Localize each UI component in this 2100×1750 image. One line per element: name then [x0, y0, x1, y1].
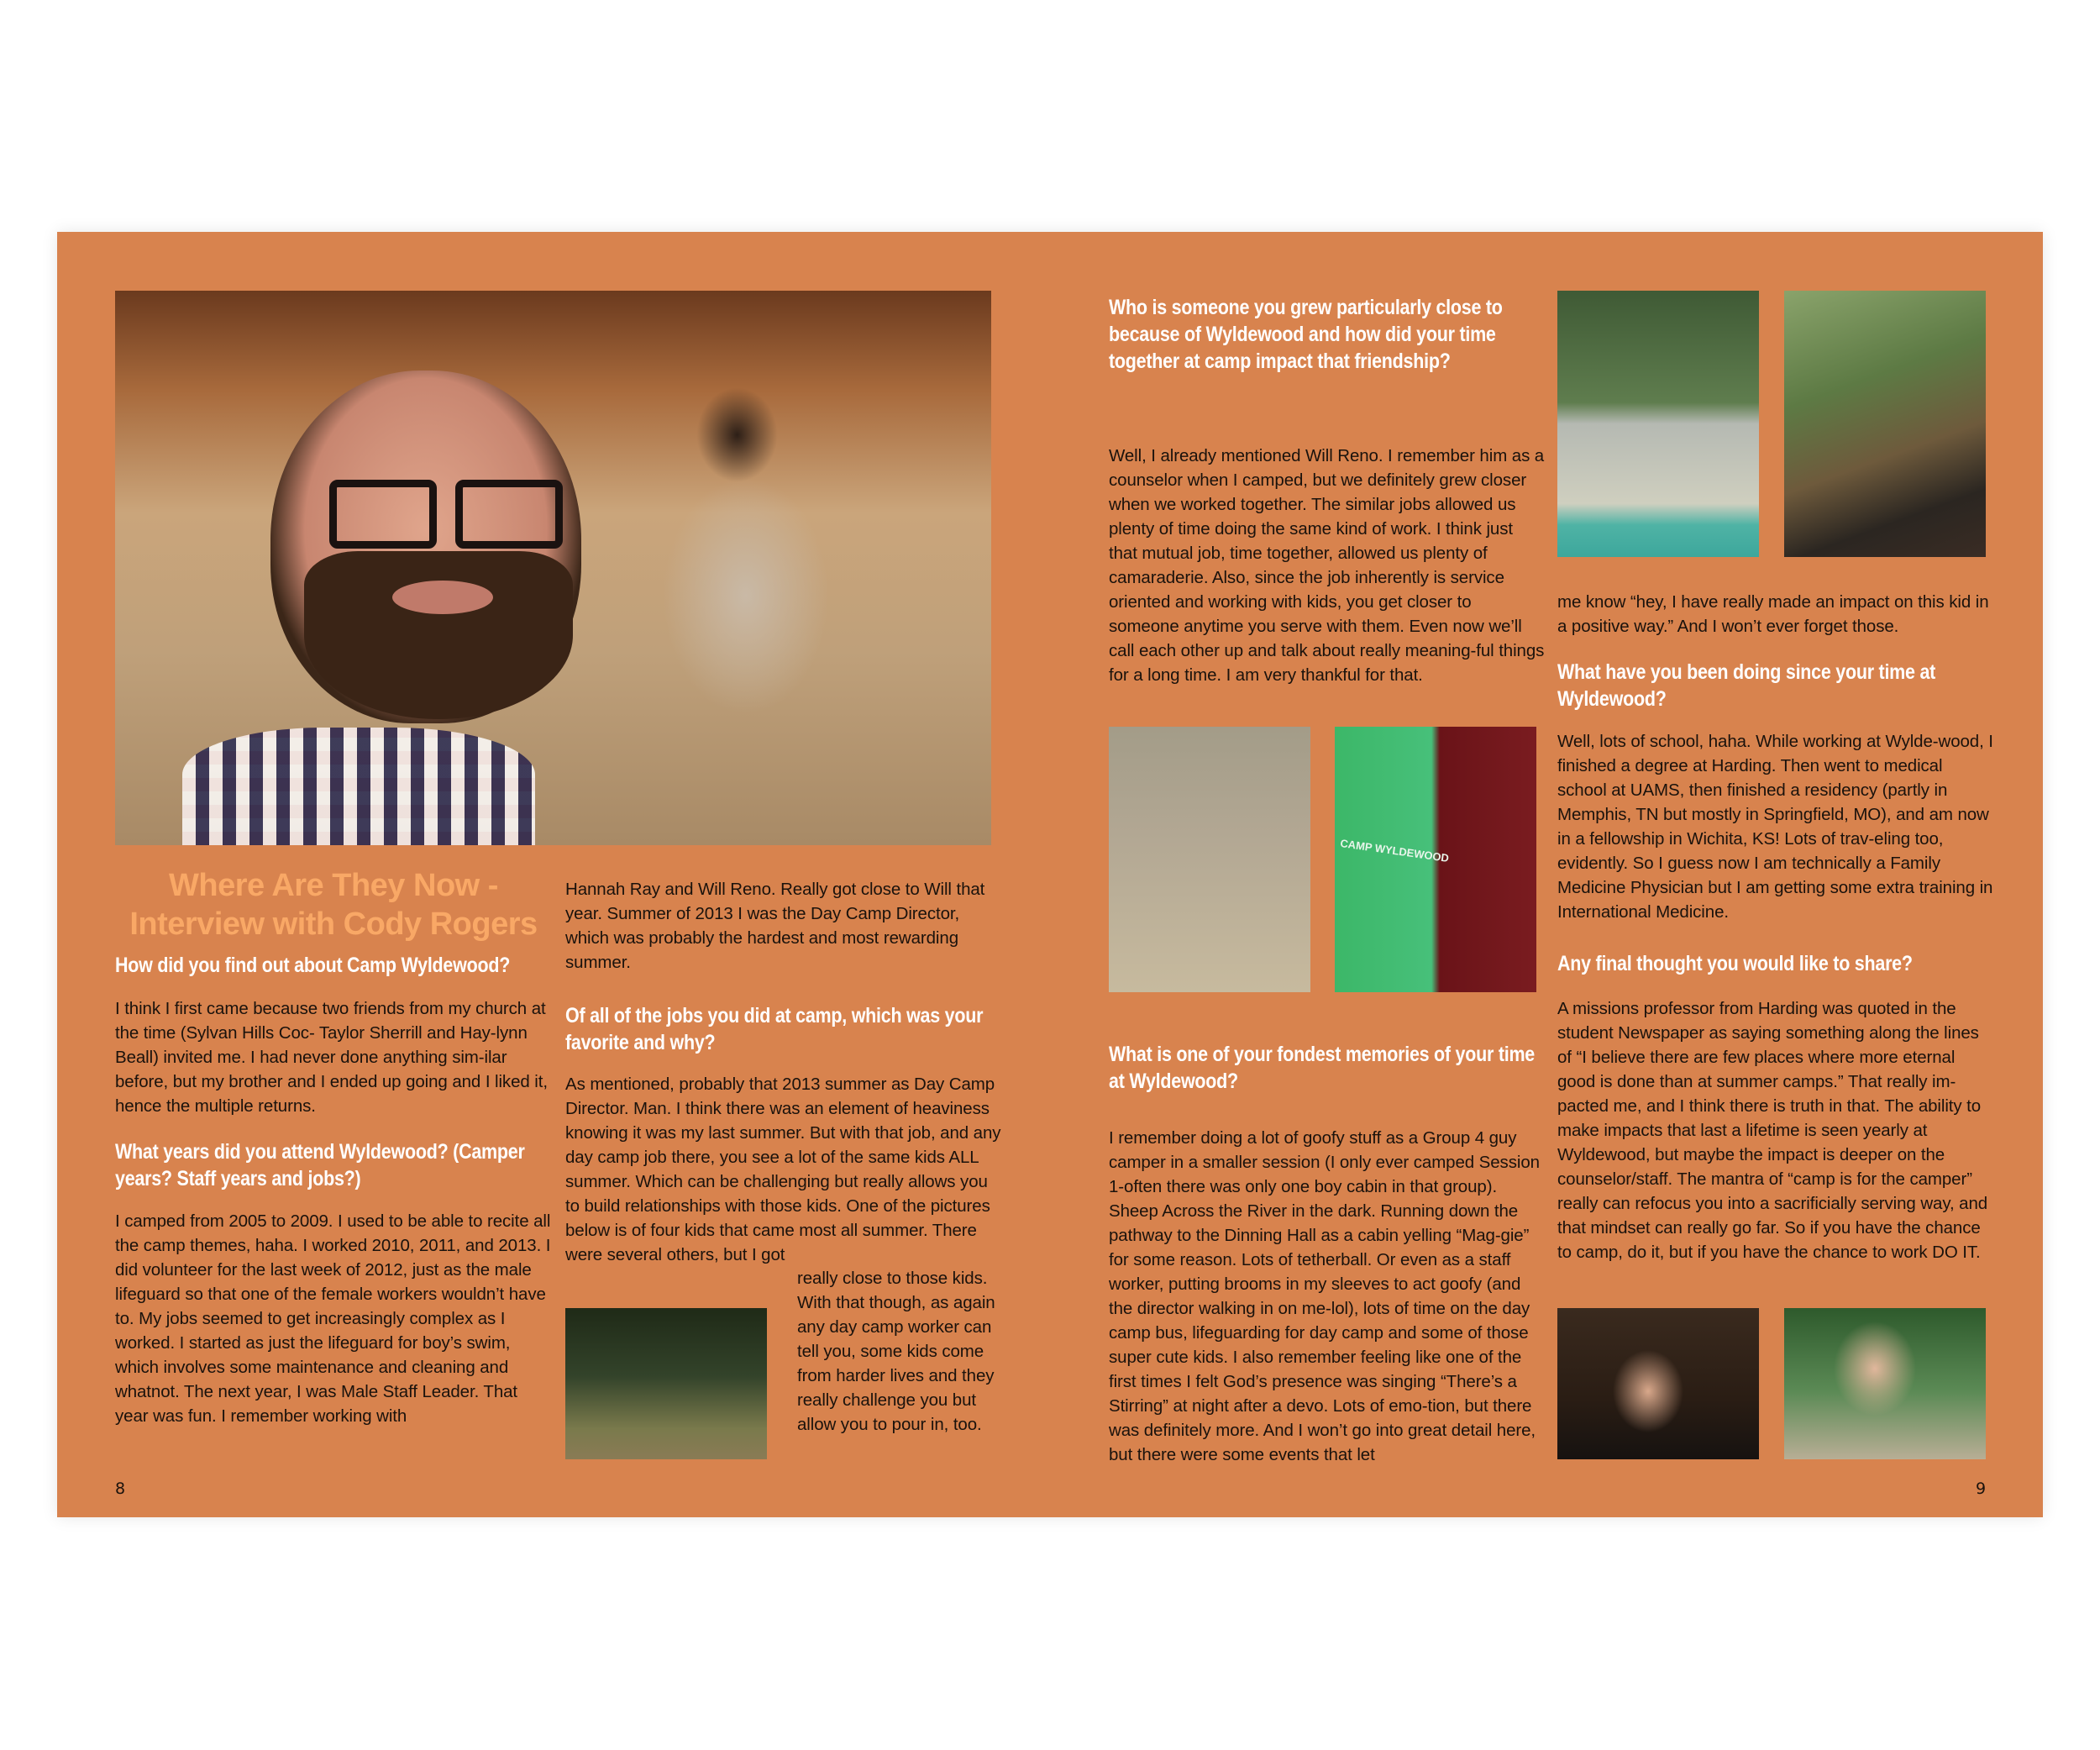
- answer-text-7: A missions professor from Harding was quoted in the student Newspaper as saying something along the lines of “I believe there are few places where more eternal good is done than at summer camps.” That really im-pacted me, and I think there is truth in that. The ability to make impacts that last a lifetime is seen yearly at Wyldewood, but maybe the impact is deeper on the counselor/staff. The mantra of “camp is for the camper” really can refocus you into a sacrificially serving way, and that mindset can really go far. So if you have the chance to camp, do it, but if you have the chance to work DO IT.: [1557, 999, 1988, 1262]
- answer-text-1: I think I first came because two friends from my church at the time (Sylvan Hills Coc- Taylor Sherrill and Hay-lynn Beall) invited me. I had never done anything sim-ilar before, but my brother and I ended up going and I liked it, hence the multiple returns.: [115, 999, 548, 1116]
- pancake-griddle-photo: [1784, 291, 1986, 557]
- question-heading-7: Any final thought you would like to share?: [1557, 952, 1913, 975]
- bandana-camper-photo: [1557, 1308, 1759, 1459]
- day-camp-kids-photo: [565, 1308, 767, 1459]
- answer-text-3a: As mentioned, probably that 2013 summer as Day Camp Director. Man. I think there was an element of heaviness knowing it was my last summer. But with that job, and any day camp job there, you see a lot of the same kids ALL summer. Which can be challenging but really allows you to build relationships with those kids. One of the pictures below is of four kids that came most all summer. There were several others, but I got: [565, 1075, 1001, 1264]
- magazine-spread: [57, 232, 2043, 1517]
- question-heading-5: What is one of your fondest memories of your time at Wyldewood?: [1109, 1043, 1536, 1093]
- hero-portrait-photo: [115, 291, 991, 845]
- camper-in-trees-photo: [1784, 1308, 1986, 1459]
- question-heading-1: How did you find out about Camp Wyldewood?: [115, 954, 511, 977]
- answer-text-2b: Hannah Ray and Will Reno. Really got close to Will that year. Summer of 2013 I was the Day Camp Director, which was probably the hardest and most rewarding summer.: [565, 880, 985, 972]
- answer-text-6: Well, lots of school, haha. While working at Wylde-wood, I finished a degree at Harding. Then went to medical school at UAMS, then finished a residency (partly in Memphis, TN but mostly in Springfield, MO), and am now in a fellowship in Wichita, KS! Lots of trav-eling too, evidently. So I guess now I am technically a Family Medicine Physician but I am getting some extra training in International Medicine.: [1557, 732, 1993, 922]
- page-number-right: 9: [1976, 1479, 1987, 1498]
- answer-text-3b: really close to those kids. With that though, as again any day camp worker can tell you, some kids come from harder lives and they really challenge you but allow you to pour in, too.: [797, 1269, 995, 1434]
- portrait-mouth: [392, 581, 493, 614]
- portrait-glasses: [329, 480, 598, 539]
- answer-text-2a: I camped from 2005 to 2009. I used to be able to recite all the camp themes, haha. I worked 2010, 2011, and 2013. I did volunteer for the last week of 2012, just as the male lifeguard so that one of the female workers wouldn’t have to. My jobs seemed to get increasingly complex as I worked. I started as just the lifeguard for boy’s swim, which involves some maintenance and cleaning and whatnot. The next year, I was Male Staff Leader. That year was fun. I remember working with: [115, 1211, 551, 1426]
- green-shirt-staff-photo: [1335, 727, 1536, 992]
- pool-dive-photo: [1557, 291, 1759, 557]
- page-number-left: 8: [115, 1479, 126, 1498]
- portrait-plaid-shirt: [182, 728, 535, 845]
- answer-text-4: Well, I already mentioned Will Reno. I remember him as a counselor when I camped, but we definitely grew closer when we worked together. The similar jobs allowed us plenty of time doing the same kind of work. I think just that mutual job, time together, allowed us plenty of camaraderie. Also, since the job inherently is service oriented and working with kids, you get closer to someone anytime you serve with them. Even now we’ll call each other up and talk about really meaning-ful things for a long time. I am very thankful for that.: [1109, 446, 1545, 685]
- watermelon-counselor-photo: [1109, 727, 1310, 992]
- question-heading-2: What years did you attend Wyldewood? (Camper years? Staff years and jobs?): [115, 1140, 525, 1190]
- portrait-beard: [304, 551, 573, 719]
- question-heading-4: Who is someone you grew particularly close to because of Wyldewood and how did your time together at camp impact that friendship?: [1109, 296, 1503, 373]
- answer-text-5b: me know “hey, I have really made an impact on this kid in a positive way.” And I won’t ever forget those.: [1557, 592, 1989, 636]
- answer-text-5a: I remember doing a lot of goofy stuff as a Group 4 guy camper in a smaller session (I only ever camped Session 1-often there was only one boy cabin in that group). Sheep Across the River in the dark. Running down the pathway to the Dinning Hall as a cabin yelling “Mag-gie” for some reason. Lots of tetherball. Or even as a staff worker, putting brooms in my sleeves to act goofy (and the director walking in on me-lol), lots of time on the day camp bus, lifeguarding for day camp and some of those super cute kids. I also remember feeling like one of the first times I felt God’s presence was singing “There’s a Stirring” at night after a devo. Lots of emo-tion, but there was definitely more. And I won’t go into great detail here, but there were some events that let: [1109, 1128, 1540, 1464]
- question-heading-6: What have you been doing since your time at Wyldewood?: [1557, 660, 1936, 711]
- article-title: Where Are They Now - Interview with Cody Rogers: [129, 868, 538, 942]
- question-heading-3: Of all of the jobs you did at camp, which was your favorite and why?: [565, 1004, 984, 1054]
- camp-shirt-logo: CAMP WYLDEWOOD: [1339, 836, 1450, 865]
